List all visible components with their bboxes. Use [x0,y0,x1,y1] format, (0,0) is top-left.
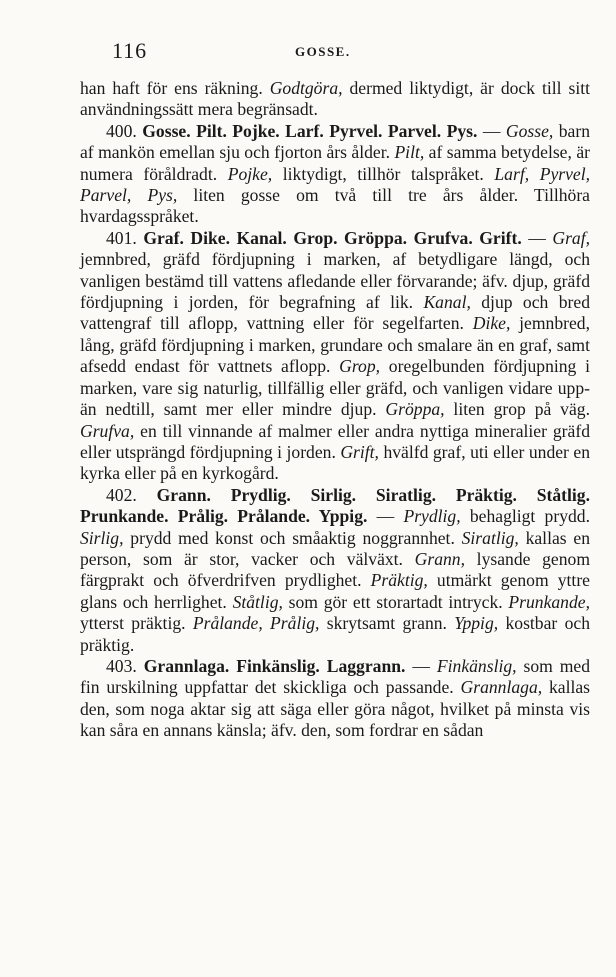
entry-number: 401. [106,227,137,248]
entry-number: 400. [106,120,137,141]
entry-number: 403. [106,655,137,676]
continuation-paragraph: han haft för ens räkning. Godtgöra, dermed liktydigt, är dock till sitt användningssätt mera begränsadt. [80,78,591,120]
entry-terms: Grannlaga. Finkänslig. Laggrann. [143,655,406,676]
entry-number: 402. [106,484,137,505]
entry-402: 402. Grann. Prydlig. Sirlig. Siratlig. Präktig. Ståtlig. Prunkande. Prålig. Prålande. Yppig. — Prydlig, behagligt prydd. Sirlig, prydd med konst och småaktig noggrannhet. Siratlig, kallas en person, som är stor, vacker och välväxt. Grann, lysande genom färgprakt och öfverdrifven prydlighet. Präktig, utmärkt genom yttre glans och herrlighet. Ståtlig, som gör ett storartadt intryck. Prunkande, ytterst präktig. Prålande, Prålig, skrytsamt grann. Yppig, kostbar och präktig. [80,484,591,655]
entry-terms: Gosse. Pilt. Pojke. Larf. Pyrvel. Parvel. Pys. [142,120,478,141]
running-head [80,38,590,74]
page-number: 116 [112,38,148,63]
entry-terms: Graf. Dike. Kanal. Grop. Gröppa. Grufva. Grift. [143,227,522,248]
entry-401: 401. Graf. Dike. Kanal. Grop. Gröppa. Grufva. Grift. — Graf, jemnbred, gräfd fördjupning i marken, af betydligare längd, och vanligen bestämd till vattens afledande eller förvarande; äfv. djup, gräfd fördjupning i jorden, för begrafning af lik. Kanal, djup och bred vattengraf till aflopp, vattning eller för segelfarten. Dike, jemnbred, lång, gräfd fördjupning i marken, grundare och smalare än en graf, samt afsedd endast för vattnets aflopp. Grop, oregelbunden fördjupning i marken, vare sig naturlig, tillfällig eller gräfd, och vanligen vidare upp- än nedtill, samt mer eller mindre djup. Gröppa, liten grop på väg. Grufva, en till vinnande af malmer eller andra nyttiga mineralier gräfd eller utsprängd fördjupning i jorden. Grift, hvälfd graf, uti eller under en kyrka eller på en kyrkogård. [80,227,590,484]
entry-403: 403. Grannlaga. Finkänslig. Laggrann. — Finkänslig, som med fin urskilning uppfattar det skickliga och passande. Grannlaga, kallas den, som noga aktar sig att säga eller göra något, hvilket på minsta vis kan såra en annans känsla; äfv. den, som fordrar en sådan [80,655,591,741]
header-title: GOSSE. [295,44,351,59]
page-body [80,78,590,742]
entry-400: 400. Gosse. Pilt. Pojke. Larf. Pyrvel. Parvel. Pys. — Gosse, barn af mankön emellan sju och fjorton års ålder. Pilt, af samma betydelse, är numera föråldradt. Pojke, liktydigt, tillhör talspråket. Larf, Pyrvel, Parvel, Pys, liten gosse om två till tre års ålder. Tillhöra hvardagsspråket. [80,120,591,227]
entry-terms: Grann. Prydlig. Sirlig. Siratlig. Präktig. Ståtlig. Prunkande. Prålig. Prålande. Yppig. [80,484,590,527]
